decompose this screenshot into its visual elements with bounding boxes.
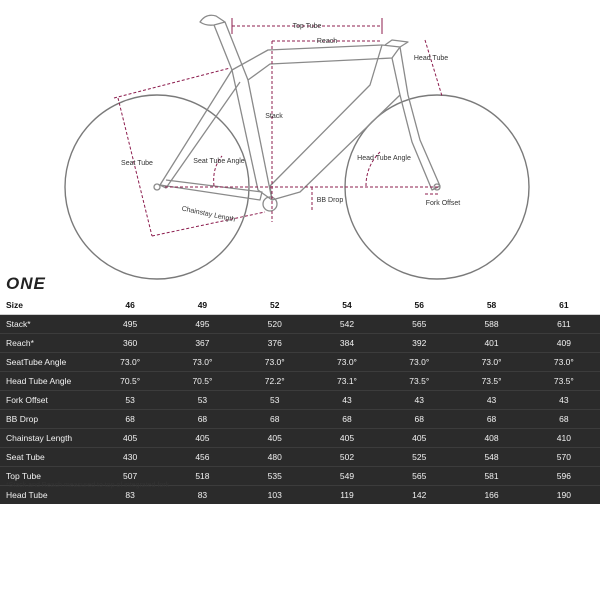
table-cell: 68 bbox=[311, 410, 383, 429]
table-cell: 548 bbox=[455, 448, 527, 467]
table-cell: 73.0° bbox=[239, 353, 311, 372]
table-cell: 405 bbox=[311, 429, 383, 448]
table-cell: 456 bbox=[166, 448, 238, 467]
table-cell: 70.5° bbox=[94, 372, 166, 391]
table-cell: 68 bbox=[383, 410, 455, 429]
table-cell: 53 bbox=[239, 391, 311, 410]
header-size: 49 bbox=[166, 296, 238, 315]
table-cell: 384 bbox=[311, 334, 383, 353]
dimension-lines bbox=[114, 18, 442, 236]
table-cell: 502 bbox=[311, 448, 383, 467]
table-cell: 495 bbox=[166, 315, 238, 334]
table-cell: 535 bbox=[239, 467, 311, 486]
table-cell: 166 bbox=[455, 486, 527, 505]
saddle bbox=[200, 15, 225, 25]
table-cell: 570 bbox=[528, 448, 600, 467]
header-size: 46 bbox=[94, 296, 166, 315]
table-cell: 119 bbox=[311, 486, 383, 505]
table-cell: 565 bbox=[383, 467, 455, 486]
table-body bbox=[0, 315, 600, 505]
label-head-tube: Head Tube bbox=[413, 55, 449, 62]
label-head-tube-angle: Head Tube Angle bbox=[357, 155, 411, 162]
table-cell: 596 bbox=[528, 467, 600, 486]
bike-frame bbox=[154, 15, 440, 211]
table-cell: 73.5° bbox=[383, 372, 455, 391]
table-row bbox=[0, 410, 600, 429]
row-label: SeatTube Angle bbox=[0, 353, 94, 372]
table-cell: 73.0° bbox=[94, 353, 166, 372]
header-size: 54 bbox=[311, 296, 383, 315]
table-cell: 72.2° bbox=[239, 372, 311, 391]
table-cell: 405 bbox=[94, 429, 166, 448]
table-row bbox=[0, 315, 600, 334]
row-label: BB Drop bbox=[0, 410, 94, 429]
row-label: Head Tube bbox=[0, 486, 94, 505]
table-cell: 103 bbox=[239, 486, 311, 505]
table-cell: 190 bbox=[528, 486, 600, 505]
table-cell: 73.0° bbox=[311, 353, 383, 372]
table-cell: 68 bbox=[239, 410, 311, 429]
table-cell: 405 bbox=[383, 429, 455, 448]
table-cell: 43 bbox=[311, 391, 383, 410]
table-cell: 43 bbox=[383, 391, 455, 410]
table-cell: 73.1° bbox=[311, 372, 383, 391]
label-stack: Stack bbox=[265, 113, 283, 120]
table-cell: 43 bbox=[528, 391, 600, 410]
table-cell: 68 bbox=[166, 410, 238, 429]
table-cell: 73.5° bbox=[528, 372, 600, 391]
label-seat-tube-angle: Seat Tube Angle bbox=[193, 158, 245, 165]
geometry-table bbox=[0, 296, 600, 504]
table-cell: 588 bbox=[455, 315, 527, 334]
table-cell: 430 bbox=[94, 448, 166, 467]
row-label: Reach* bbox=[0, 334, 94, 353]
table-cell: 68 bbox=[94, 410, 166, 429]
table-cell: 581 bbox=[455, 467, 527, 486]
table-cell: 405 bbox=[166, 429, 238, 448]
table-cell: 73.0° bbox=[528, 353, 600, 372]
table-cell: 408 bbox=[455, 429, 527, 448]
table-cell: 507 bbox=[94, 467, 166, 486]
table-cell: 83 bbox=[166, 486, 238, 505]
table-cell: 367 bbox=[166, 334, 238, 353]
header-size-label: Size bbox=[0, 296, 94, 315]
table-cell: 73.5° bbox=[455, 372, 527, 391]
table-row bbox=[0, 391, 600, 410]
row-label: Chainstay Length bbox=[0, 429, 94, 448]
header-size: 61 bbox=[528, 296, 600, 315]
table-row bbox=[0, 429, 600, 448]
label-reach: Reach bbox=[316, 38, 338, 45]
label-chainstay-length: Chainstay Length bbox=[180, 205, 236, 224]
table-cell: 53 bbox=[166, 391, 238, 410]
table-cell: 53 bbox=[94, 391, 166, 410]
row-label: Seat Tube bbox=[0, 448, 94, 467]
bike-geometry-diagram bbox=[0, 0, 600, 290]
header-size: 58 bbox=[455, 296, 527, 315]
table-cell: 376 bbox=[239, 334, 311, 353]
table-cell: 405 bbox=[239, 429, 311, 448]
table-cell: 480 bbox=[239, 448, 311, 467]
table-cell: 43 bbox=[455, 391, 527, 410]
table-cell: 70.5° bbox=[166, 372, 238, 391]
header-size: 56 bbox=[383, 296, 455, 315]
label-fork-offset: Fork Offset bbox=[425, 200, 461, 207]
table-cell: 520 bbox=[239, 315, 311, 334]
table-cell: 68 bbox=[455, 410, 527, 429]
table-cell: 392 bbox=[383, 334, 455, 353]
header-size: 52 bbox=[239, 296, 311, 315]
label-top-tube: Top Tube bbox=[292, 23, 322, 30]
table-cell: 142 bbox=[383, 486, 455, 505]
table-cell: 542 bbox=[311, 315, 383, 334]
footnote: *Stack and Reach measured to top of integrated fork bbox=[6, 482, 170, 489]
row-label: Head Tube Angle bbox=[0, 372, 94, 391]
table-cell: 68 bbox=[528, 410, 600, 429]
table-row bbox=[0, 448, 600, 467]
table-cell: 549 bbox=[311, 467, 383, 486]
table-cell: 565 bbox=[383, 315, 455, 334]
table-cell: 360 bbox=[94, 334, 166, 353]
table-row bbox=[0, 334, 600, 353]
table-cell: 518 bbox=[166, 467, 238, 486]
table-cell: 83 bbox=[94, 486, 166, 505]
row-label: Stack* bbox=[0, 315, 94, 334]
row-label: Top Tube bbox=[0, 467, 94, 486]
label-seat-tube: Seat Tube bbox=[121, 160, 153, 167]
table-cell: 525 bbox=[383, 448, 455, 467]
table-cell: 401 bbox=[455, 334, 527, 353]
table-cell: 409 bbox=[528, 334, 600, 353]
model-name: ONE bbox=[6, 274, 46, 293]
table-cell: 611 bbox=[528, 315, 600, 334]
table-row bbox=[0, 353, 600, 372]
table-cell: 73.0° bbox=[166, 353, 238, 372]
table-cell: 495 bbox=[94, 315, 166, 334]
table-row bbox=[0, 372, 600, 391]
table-cell: 73.0° bbox=[383, 353, 455, 372]
table-cell: 410 bbox=[528, 429, 600, 448]
label-bb-drop: BB Drop bbox=[316, 197, 344, 204]
table-header-row bbox=[0, 296, 600, 315]
table-cell: 73.0° bbox=[455, 353, 527, 372]
row-label: Fork Offset bbox=[0, 391, 94, 410]
